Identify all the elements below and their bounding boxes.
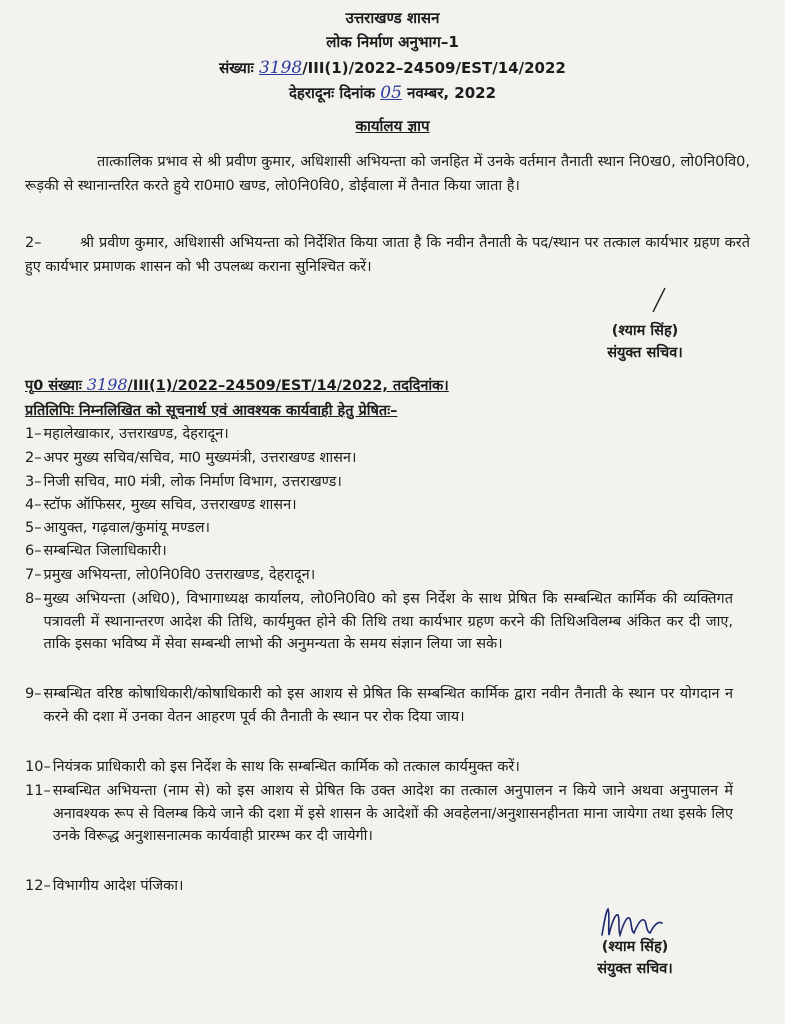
endorsement-ref-suffix: /III(1)/2022–24509/EST/14/2022, तददिनांक। (127, 378, 449, 394)
copy-to-heading: प्रतिलिपिः निम्नलिखित को सूचनार्थ एवं आवश्यक कार्यवाही हेतु प्रेषितः– (25, 403, 398, 419)
date-suffix: नवम्बर, 2022 (407, 84, 497, 102)
signature-block-1 (580, 320, 710, 364)
endorsement-ref-prefix: पृ0 संख्याः (25, 378, 82, 394)
reference-number (0, 58, 785, 78)
ref-prefix: संख्याः (219, 59, 254, 77)
list-item: 9– सम्बन्धित वरिष्ठ कोषाधिकारी/कोषाधिकारी को इस आशय से प्रेषित कि सम्बन्धित कार्मिक द्वारा नवीन तैनाती के स्थान पर योगदान न करने की दशा में उनका वेतन आहरण पूर्व की तैनाती के स्थान पर रोक दिया जाय। (25, 686, 733, 725)
govt-heading: उत्तराखण्ड शासन (345, 9, 440, 27)
list-item: 7– प्रमुख अभियन्ता, लो0नि0वि0 उत्तराखण्ड, देहरादून। (25, 567, 316, 583)
list-item: 12– विभागीय आदेश पंजिका। (25, 878, 184, 894)
date-handwritten-day: 05 (380, 83, 402, 103)
signatory-name: (श्याम सिंह) (601, 939, 669, 955)
ref-handwritten-number: 3198 (258, 58, 303, 78)
section-heading: लोक निर्माण अनुभाग–1 (326, 33, 459, 51)
paragraph-1: तात्कालिक प्रभाव से श्री प्रवीण कुमार, अधिशासी अभियन्ता को जनहित में उनके वर्तमान तैनाती स्थान नि0ख0, लो0नि0वि0, रूड़की से स्थानान्तरित करते हुये रा0मा0 खण्ड, लो0नि0वि0, डोईवाला में तैनात किया जाता है। (25, 154, 750, 194)
initial-mark (650, 286, 668, 314)
date-prefix: देहरादूनः दिनांक (288, 84, 376, 102)
list-item: 5– आयुक्त, गढ़वाल/कुमांयू मण्डल। (25, 520, 211, 536)
list-item: 2– अपर मुख्य सचिव/सचिव, मा0 मुख्यमंत्री, उत्तराखण्ड शासन। (25, 450, 357, 466)
signatory-name: (श्याम सिंह) (611, 323, 679, 339)
signatory-designation: संयुक्त सचिव। (597, 961, 673, 977)
endorsement-ref-handwritten: 3198 (86, 375, 128, 394)
issue-date (0, 83, 785, 103)
list-item: 8– मुख्य अभियन्ता (अधि0), विभागाध्यक्ष कार्यालय, लो0नि0वि0 को इस निर्देश के साथ प्रेषित कि सम्बन्धित कार्मिक की व्यक्तिगत पत्रावली में स्थानान्तरण आदेश की तिथि, कार्यमुक्त होने की तिथि तथा कार्यभार ग्रहण करने की तिथिअविलम्ब अंकित कर दी जाए, ताकि इसका भविष्य में सेवा सम्बन्धी लाभो की अनुमन्यता के समय संज्ञान लिया जा सके। (25, 591, 733, 652)
signature-block-2 (570, 936, 700, 980)
list-item: 10– नियंत्रक प्राधिकारी को इस निर्देश के साथ कि सम्बन्धित कार्मिक को तत्काल कार्यमुक्त करें। (25, 759, 520, 775)
paragraph-2 (25, 231, 750, 279)
list-item: 1– महालेखाकार, उत्तराखण्ड, देहरादून। (25, 426, 229, 442)
list-item: 3– निजी सचिव, मा0 मंत्री, लोक निर्माण विभाग, उत्तराखण्ड। (25, 474, 342, 490)
paragraph-2-number: 2– (25, 235, 42, 251)
ref-suffix: /III(1)/2022–24509/EST/14/2022 (302, 59, 566, 77)
list-item: 11– सम्बन्धित अभियन्ता (नाम से) को इस आशय से प्रेषित कि उक्त आदेश का तत्काल अनुपालन न किये जाने अथवा अनुपालन में अनावश्यक रूप से विलम्ब किये जाने की दशा में इसे शासन के आदेशों की अवहेलना/अनुशासनहीनता माना जायेगा तथा इसके लिए उनके विरूद्ध अनुशासनात्मक कार्यवाही प्रारम्भ कर दी जायेगी। (25, 783, 733, 844)
paragraph-2-text: श्री प्रवीण कुमार, अधिशासी अभियन्ता को निर्देशित किया जाता है कि नवीन तैनाती के पद/स्थान पर तत्काल कार्यभार ग्रहण करते हुए कार्यभार प्रमाणक शासन को भी उपलब्ध कराना सुनिश्चित करें। (25, 235, 750, 275)
list-item: 4– स्टॉफ ऑफिसर, मुख्य सचिव, उत्तराखण्ड शासन। (25, 497, 297, 513)
list-item: 6– सम्बन्धित जिलाधिकारी। (25, 543, 167, 559)
memo-title: कार्यालय ज्ञाप (355, 117, 430, 135)
signatory-designation: संयुक्त सचिव। (607, 345, 683, 361)
endorsement-reference (25, 375, 449, 395)
